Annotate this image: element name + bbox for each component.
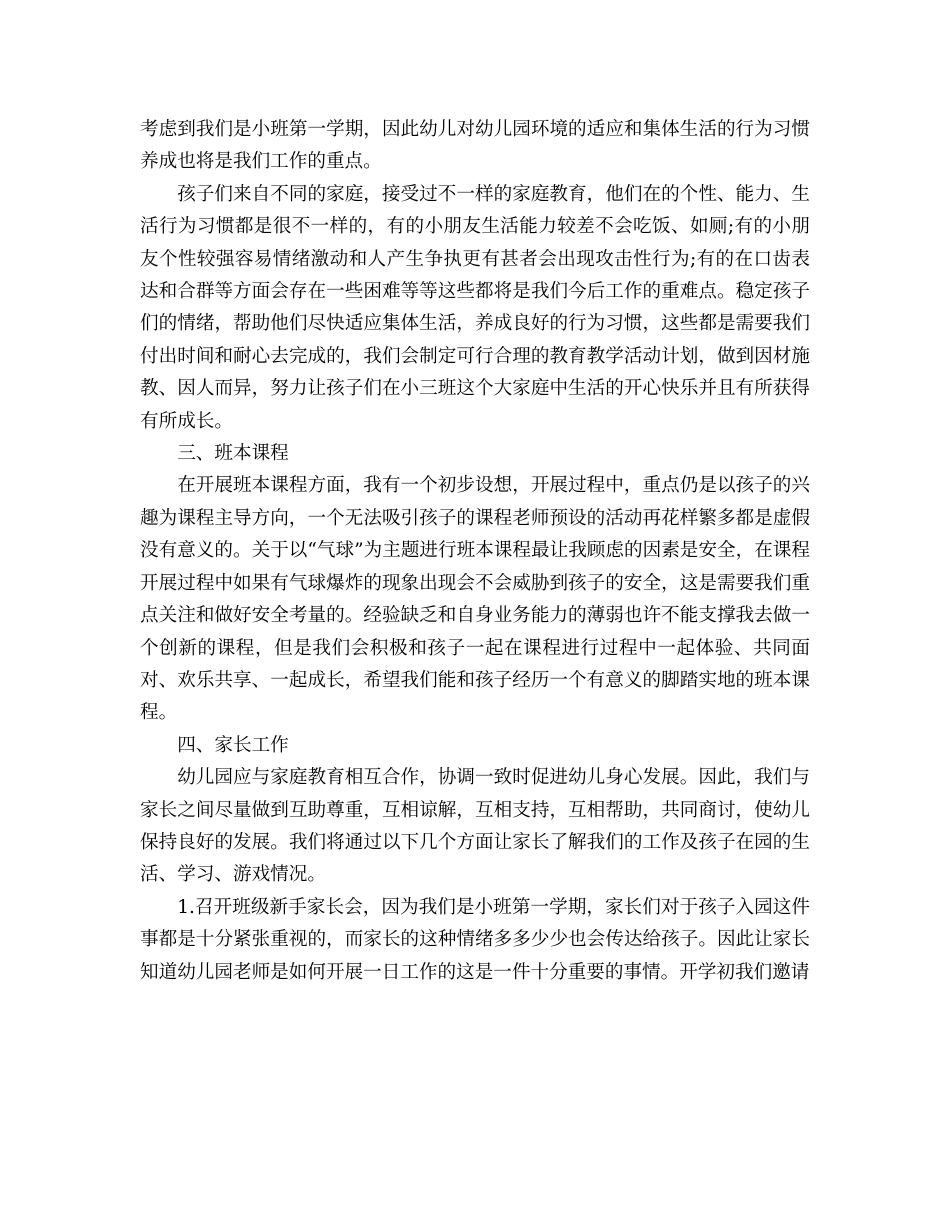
- paragraph-children-differences: 孩子们来自不同的家庭，接受过不一样的家庭教育，他们在的个性、能力、生活行为习惯都是很不一样的，有的小朋友生活能力较差不会吃饭、如厕;有的小朋友个性较强容易情绪激动和人产生争执更有甚者会出现攻击性行为;有的在口齿表达和合群等方面会存在一些困难等等这些都将是我们今后工作的重难点。稳定孩子们的情绪，帮助他们尽快适应集体生活，养成良好的行为习惯，这些都是需要我们付出时间和耐心去完成的，我们会制定可行合理的教育教学活动计划，做到因材施教、因人而异，努力让孩子们在小三班这个大家庭中生活的开心快乐并且有所获得有所成长。: [140, 183, 810, 432]
- paragraph-continuation: 考虑到我们是小班第一学期，因此幼儿对幼儿园环境的适应和集体生活的行为习惯养成也将是我们工作的重点。: [140, 119, 810, 173]
- paragraph-class-curriculum: 在开展班本课程方面，我有一个初步设想，开展过程中，重点仍是以孩子的兴趣为课程主导方向，一个无法吸引孩子的课程老师预设的活动再花样繁多都是虚假没有意义的。关于以“气球”为主题进行班本课程最让我顾虑的因素是安全，在课程开展过程中如果有气球爆炸的现象出现会不会威胁到孩子的安全，这是需要我们重点关注和做好安全考量的。经验缺乏和自身业务能力的薄弱也许不能支撑我去做一个创新的课程，但是我们会积极和孩子一起在课程进行过程中一起体验、共同面对、欢乐共享、一起成长，希望我们能和孩子经历一个有意义的脚踏实地的班本课程。: [140, 475, 810, 724]
- document-page: [140, 114, 810, 989]
- section-heading-parent-work: 四、家长工作: [177, 734, 289, 756]
- section-heading-class-curriculum: 三、班本课程: [177, 443, 289, 465]
- paragraph-parent-meeting: 1.召开班级新手家长会，因为我们是小班第一学期，家长们对于孩子入园这件事都是十分紧张重视的，而家长的这种情绪多多少少也会传达给孩子。因此让家长知道幼儿园老师是如何开展一日工作的这是一件十分重要的事情。开学初我们邀请: [140, 896, 810, 983]
- paragraph-parent-cooperation: 幼儿园应与家庭教育相互合作，协调一致时促进幼儿身心发展。因此，我们与家长之间尽量做到互助尊重，互相谅解，互相支持，互相帮助，共同商讨，使幼儿保持良好的发展。我们将通过以下几个方面让家长了解我们的工作及孩子在园的生活、学习、游戏情况。: [140, 767, 810, 886]
